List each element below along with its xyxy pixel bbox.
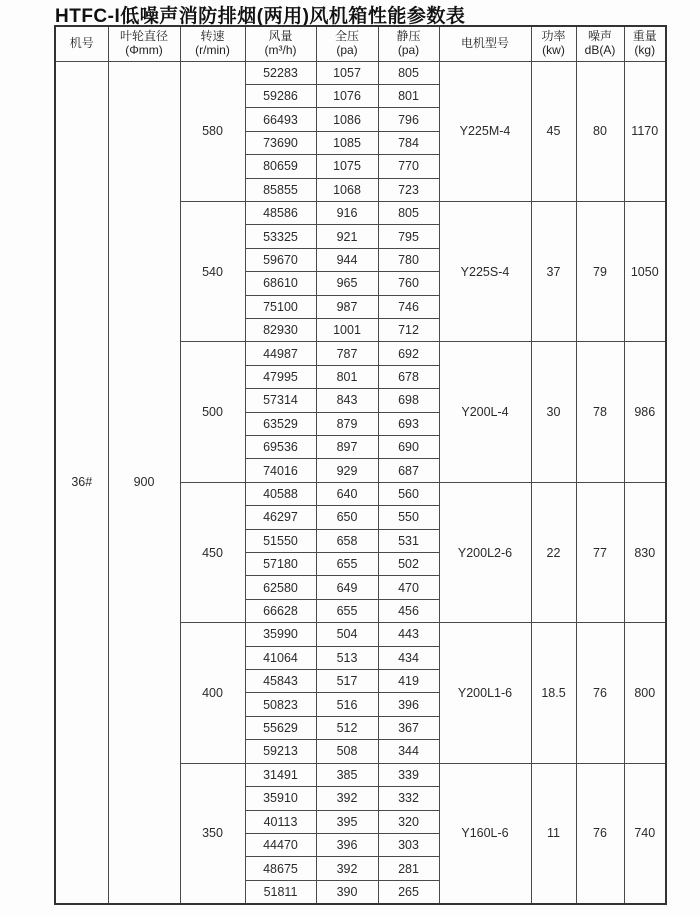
airflow-cell: 47995 [245,365,316,388]
header-row [55,26,666,61]
col-header-unit: (kg) [634,42,656,57]
airflow-cell: 44470 [245,833,316,856]
total-pressure-cell: 504 [316,623,378,646]
total-pressure-cell: 396 [316,833,378,856]
airflow-cell: 69536 [245,436,316,459]
static-pressure-cell: 770 [378,155,439,178]
col-header-label: 功率 [541,29,566,44]
airflow-cell: 55629 [245,716,316,739]
static-pressure-cell: 796 [378,108,439,131]
col-header-label: 全压 [334,29,359,44]
table-header [55,26,666,61]
total-pressure-cell: 1001 [316,318,378,341]
motor-model-cell: Y225M-4 [439,61,531,201]
static-pressure-cell: 690 [378,436,439,459]
airflow-cell: 66628 [245,599,316,622]
static-pressure-cell: 692 [378,342,439,365]
impeller-diameter-cell: 900 [108,61,180,904]
power-cell: 37 [531,201,576,341]
static-pressure-cell: 332 [378,787,439,810]
static-pressure-cell: 805 [378,201,439,224]
total-pressure-cell: 929 [316,459,378,482]
static-pressure-cell: 678 [378,365,439,388]
static-pressure-cell: 698 [378,389,439,412]
static-pressure-cell: 339 [378,763,439,786]
col-header-label: 叶轮直径 [119,29,168,44]
total-pressure-cell: 392 [316,787,378,810]
airflow-cell: 46297 [245,506,316,529]
total-pressure-cell: 390 [316,880,378,903]
total-pressure-cell: 513 [316,646,378,669]
col-header-unit: (r/min) [195,42,230,57]
airflow-cell: 41064 [245,646,316,669]
col-header-machine-no [55,26,108,61]
static-pressure-cell: 805 [378,61,439,84]
airflow-cell: 68610 [245,272,316,295]
speed-cell: 350 [180,763,245,903]
static-pressure-cell: 320 [378,810,439,833]
total-pressure-cell: 512 [316,716,378,739]
static-pressure-cell: 303 [378,833,439,856]
airflow-cell: 40113 [245,810,316,833]
col-header-unit: dB(A) [584,42,616,57]
power-cell: 30 [531,342,576,482]
airflow-cell: 62580 [245,576,316,599]
col-header-speed [180,26,245,61]
speed-cell: 450 [180,482,245,622]
airflow-cell: 74016 [245,459,316,482]
total-pressure-cell: 640 [316,482,378,505]
total-pressure-cell: 392 [316,857,378,880]
airflow-cell: 73690 [245,131,316,154]
col-header-impeller-diameter [108,26,180,61]
page-title: HTFC-I低噪声消防排烟(两用)风机箱性能参数表 [55,6,466,27]
static-pressure-cell: 443 [378,623,439,646]
airflow-cell: 85855 [245,178,316,201]
total-pressure-cell: 508 [316,740,378,763]
static-pressure-cell: 344 [378,740,439,763]
col-header-airflow [245,26,316,61]
noise-cell: 79 [576,201,624,341]
total-pressure-cell: 385 [316,763,378,786]
total-pressure-cell: 1057 [316,61,378,84]
airflow-cell: 35910 [245,787,316,810]
static-pressure-cell: 419 [378,670,439,693]
col-header-unit: (pa) [336,42,358,57]
power-cell: 45 [531,61,576,201]
motor-model-cell: Y200L1-6 [439,623,531,763]
airflow-cell: 44987 [245,342,316,365]
noise-cell: 80 [576,61,624,201]
col-header-label: 风量 [268,29,293,44]
col-header-noise [576,26,624,61]
static-pressure-cell: 434 [378,646,439,669]
col-header-static-pressure [378,26,439,61]
static-pressure-cell: 470 [378,576,439,599]
speed-cell: 580 [180,61,245,201]
total-pressure-cell: 655 [316,599,378,622]
col-header-power [531,26,576,61]
airflow-cell: 40588 [245,482,316,505]
col-header-unit: (kw) [542,42,565,57]
airflow-cell: 50823 [245,693,316,716]
total-pressure-cell: 965 [316,272,378,295]
airflow-cell: 45843 [245,670,316,693]
total-pressure-cell: 1086 [316,108,378,131]
total-pressure-cell: 843 [316,389,378,412]
airflow-cell: 57180 [245,553,316,576]
motor-model-cell: Y200L2-6 [439,482,531,622]
col-header-label: 重量 [632,29,657,44]
airflow-cell: 35990 [245,623,316,646]
total-pressure-cell: 944 [316,248,378,271]
airflow-cell: 51550 [245,529,316,552]
static-pressure-cell: 795 [378,225,439,248]
airflow-cell: 75100 [245,295,316,318]
static-pressure-cell: 281 [378,857,439,880]
airflow-cell: 48586 [245,201,316,224]
total-pressure-cell: 787 [316,342,378,365]
total-pressure-cell: 649 [316,576,378,599]
total-pressure-cell: 1076 [316,84,378,107]
total-pressure-cell: 921 [316,225,378,248]
weight-cell: 830 [624,482,666,622]
static-pressure-cell: 396 [378,693,439,716]
airflow-cell: 59213 [245,740,316,763]
power-cell: 22 [531,482,576,622]
airflow-cell: 66493 [245,108,316,131]
static-pressure-cell: 531 [378,529,439,552]
static-pressure-cell: 502 [378,553,439,576]
total-pressure-cell: 658 [316,529,378,552]
col-header-label: 机号 [69,36,94,50]
weight-cell: 800 [624,623,666,763]
total-pressure-cell: 916 [316,201,378,224]
col-header-label: 电机型号 [460,36,509,50]
speed-cell: 400 [180,623,245,763]
airflow-cell: 53325 [245,225,316,248]
airflow-cell: 59286 [245,84,316,107]
airflow-cell: 63529 [245,412,316,435]
total-pressure-cell: 1068 [316,178,378,201]
static-pressure-cell: 723 [378,178,439,201]
total-pressure-cell: 395 [316,810,378,833]
airflow-cell: 51811 [245,880,316,903]
static-pressure-cell: 760 [378,272,439,295]
fan-performance-table [54,25,667,905]
weight-cell: 1050 [624,201,666,341]
col-header-total-pressure [316,26,378,61]
airflow-cell: 31491 [245,763,316,786]
power-cell: 11 [531,763,576,903]
speed-cell: 500 [180,342,245,482]
static-pressure-cell: 687 [378,459,439,482]
total-pressure-cell: 1075 [316,155,378,178]
total-pressure-cell: 517 [316,670,378,693]
col-header-unit: (m³/h) [264,42,297,57]
airflow-cell: 48675 [245,857,316,880]
total-pressure-cell: 801 [316,365,378,388]
noise-cell: 78 [576,342,624,482]
static-pressure-cell: 780 [378,248,439,271]
col-header-label: 转速 [200,29,225,44]
static-pressure-cell: 801 [378,84,439,107]
noise-cell: 77 [576,482,624,622]
static-pressure-cell: 712 [378,318,439,341]
airflow-cell: 57314 [245,389,316,412]
table-row [55,61,666,84]
total-pressure-cell: 987 [316,295,378,318]
motor-model-cell: Y200L-4 [439,342,531,482]
motor-model-cell: Y225S-4 [439,201,531,341]
total-pressure-cell: 1085 [316,131,378,154]
static-pressure-cell: 746 [378,295,439,318]
table-body [55,61,666,904]
col-header-unit: (Φmm) [125,42,163,57]
col-header-weight [624,26,666,61]
static-pressure-cell: 784 [378,131,439,154]
airflow-cell: 52283 [245,61,316,84]
col-header-motor-model [439,26,531,61]
total-pressure-cell: 650 [316,506,378,529]
airflow-cell: 82930 [245,318,316,341]
speed-cell: 540 [180,201,245,341]
total-pressure-cell: 516 [316,693,378,716]
total-pressure-cell: 879 [316,412,378,435]
noise-cell: 76 [576,623,624,763]
noise-cell: 76 [576,763,624,903]
static-pressure-cell: 456 [378,599,439,622]
static-pressure-cell: 265 [378,880,439,903]
total-pressure-cell: 655 [316,553,378,576]
static-pressure-cell: 367 [378,716,439,739]
col-header-label: 噪声 [587,29,612,44]
weight-cell: 1170 [624,61,666,201]
airflow-cell: 59670 [245,248,316,271]
power-cell: 18.5 [531,623,576,763]
total-pressure-cell: 897 [316,436,378,459]
static-pressure-cell: 550 [378,506,439,529]
weight-cell: 986 [624,342,666,482]
motor-model-cell: Y160L-6 [439,763,531,903]
col-header-unit: (pa) [397,42,420,57]
airflow-cell: 80659 [245,155,316,178]
col-header-label: 静压 [396,29,421,44]
static-pressure-cell: 693 [378,412,439,435]
static-pressure-cell: 560 [378,482,439,505]
weight-cell: 740 [624,763,666,903]
machine-no-cell: 36# [55,61,108,904]
